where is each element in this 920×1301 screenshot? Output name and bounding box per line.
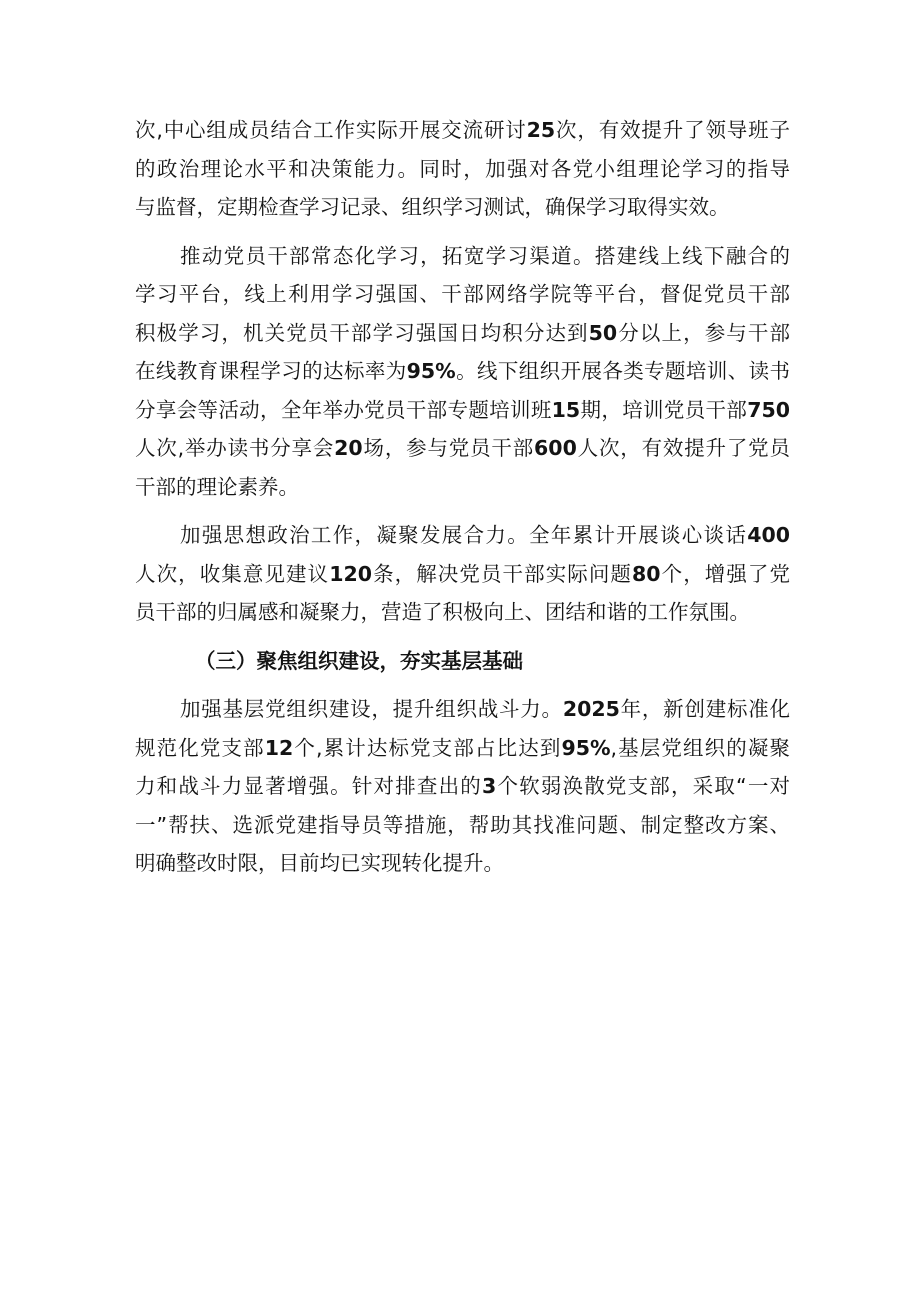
text-line: [135, 111, 790, 150]
text-run: 的政治理论水平和决策能力。同时，加强对各党小组理论学习的指导: [135, 156, 790, 181]
text-line: [135, 237, 790, 276]
text-run: 加强基层党组织建设，提升组织战斗力。: [180, 697, 563, 721]
text-line: [135, 555, 790, 594]
text-run: 规范化党支部: [135, 735, 265, 760]
text-run: 推动党员干部常态化学习，拓宽学习渠道。搭建线上线下融合的: [180, 243, 790, 268]
text-run: 积极学习，机关党员干部学习强国日均积分达到: [135, 320, 589, 345]
text-line: [135, 391, 790, 430]
text-run: 与监督，定期检查学习记录、组织学习测试，确保学习取得实效。: [135, 195, 730, 219]
text-line: [135, 844, 790, 883]
continued-paragraph-group: [135, 111, 790, 227]
text-line: [135, 429, 790, 468]
bold-figure: 750: [747, 397, 791, 422]
text-run: 学习平台，线上利用学习强国、干部网络学院等平台，督促党员干部: [135, 282, 790, 306]
text-line: [135, 314, 790, 353]
text-run: 人次，有效提升了党员: [576, 436, 790, 460]
bold-figure: 400: [747, 523, 790, 547]
text-run: 分以上，参与干部: [617, 320, 791, 345]
section-heading: （三）聚焦组织建设，夯实基层基础: [195, 648, 523, 673]
text-run: 场，参与党员干部: [362, 436, 535, 460]
bold-figure: 12: [264, 735, 294, 760]
text-run: 个软弱涣散党支部，采取“一对: [496, 774, 791, 798]
text-run: 人次，收集意见建议: [135, 561, 330, 586]
text-line: [135, 352, 790, 391]
text-line: [135, 690, 790, 729]
bold-figure: 95%: [406, 359, 456, 383]
text-line: [135, 468, 790, 507]
text-line: [135, 188, 790, 227]
text-run: 。线下组织开展各类专题培训、读书: [455, 359, 791, 383]
text-run: 人次,举办读书分享会: [135, 436, 335, 460]
text-line: [135, 275, 790, 314]
bold-figure: 600: [534, 436, 577, 460]
bold-figure: 3: [482, 774, 497, 798]
document-body: [135, 111, 790, 883]
bold-figure: 50: [588, 320, 618, 345]
text-line: [135, 729, 790, 768]
text-run: 次，有效提升了领导班子: [555, 118, 791, 142]
text-run: 明确整改时限，目前均已实现转化提升。: [135, 851, 504, 875]
text-run: 干部的理论素养。: [135, 474, 299, 499]
text-line: [135, 593, 790, 632]
bold-figure: 20: [334, 436, 363, 460]
text-run: 一”帮扶、选派党建指导员等措施，帮助其找准问题、制定整改方案、: [135, 812, 790, 837]
text-line: [135, 150, 790, 189]
paragraph: [135, 516, 790, 632]
text-run: 次,中心组成员结合工作实际开展交流研讨: [135, 118, 527, 142]
text-run: 在线教育课程学习的达标率为: [135, 359, 407, 383]
text-run: 个,累计达标党支部占比达到: [293, 735, 562, 760]
bold-figure: 120: [329, 561, 372, 586]
text-run: ,基层党组织的凝聚: [610, 735, 790, 760]
text-run: 加强思想政治工作，凝聚发展合力。全年累计开展谈心谈话: [180, 523, 748, 547]
paragraph-group-before-heading: [135, 237, 790, 632]
bold-figure: 25: [526, 118, 556, 142]
bold-figure: 15: [551, 397, 581, 422]
paragraph: [135, 237, 790, 507]
text-run: 员干部的归属感和凝聚力，营造了积极向上、团结和谐的工作氛围。: [135, 600, 750, 624]
bold-figure: 95%: [561, 735, 611, 760]
bold-figure: 80: [632, 561, 661, 586]
text-run: 年，新创建标准化: [619, 697, 791, 721]
continued-paragraph: [135, 111, 790, 227]
text-run: 个，增强了党: [660, 561, 791, 586]
text-line: [135, 806, 790, 845]
text-run: 期，培训党员干部: [580, 397, 748, 422]
text-line: [135, 767, 790, 806]
text-run: 条，解决党员干部实际问题: [372, 561, 633, 586]
text-run: 分享会等活动，全年举办党员干部专题培训班: [135, 397, 552, 422]
text-run: 力和战斗力显著增强。针对排查出的: [135, 774, 482, 798]
paragraph-group-after-heading: [135, 690, 790, 883]
paragraph: [135, 690, 790, 883]
text-line: [135, 516, 790, 555]
bold-figure: 2025: [562, 697, 620, 721]
